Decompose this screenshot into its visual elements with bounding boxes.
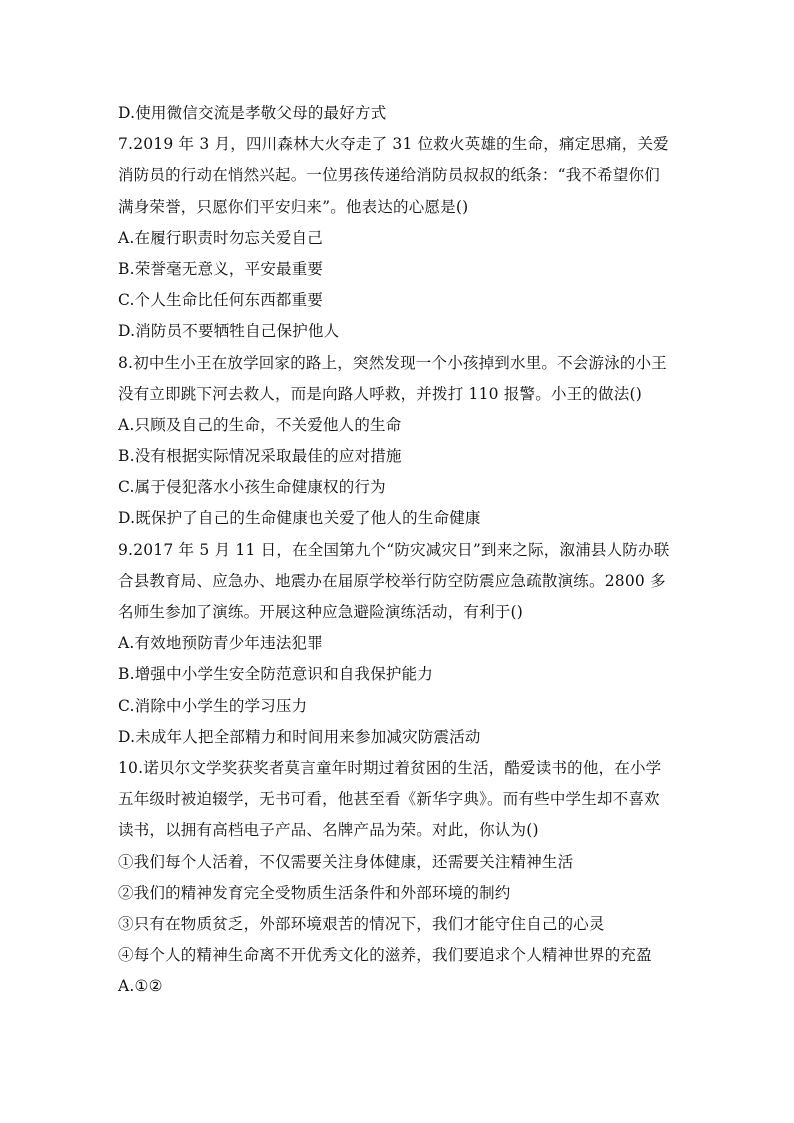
- option-a-q9: A.有效地预防青少年违法犯罪: [118, 634, 323, 653]
- option-c-q7: C.个人生命比任何东西都重要: [118, 291, 324, 310]
- document-body: [118, 98, 688, 1002]
- option-a-q7: A.在履行职责时勿忘关爱自己: [118, 228, 323, 247]
- option-d-q9: D.未成年人把全部精力和时间用来参加减灾防震活动: [118, 727, 481, 746]
- statement-3-q10: ③只有在物质贫乏，外部环境艰苦的情况下，我们才能守住自己的心灵: [118, 914, 605, 933]
- option-d-q8: D.既保护了自己的生命健康也关爱了他人的生命健康: [118, 509, 481, 528]
- question-8-line-1: 8.初中生小王在放学回家的路上，突然发现一个小孩掉到水里。不会游泳的小王: [118, 353, 667, 372]
- question-7-line-2: 消防员的行动在悄然兴起。一位男孩传递给消防员叔叔的纸条：“我不希望你们: [118, 166, 660, 185]
- option-c-q8: C.属于侵犯落水小孩生命健康权的行为: [118, 478, 386, 497]
- option-c-q9: C.消除中小学生的学习压力: [118, 696, 308, 715]
- statement-2-q10: ②我们的精神发育完全受物质生活条件和外部环境的制约: [118, 883, 511, 902]
- question-9-line-1: 9.2017 年 5 月 11 日，在全国第九个“防灾减灾日”到来之际，溆浦县人防办联: [118, 540, 670, 559]
- question-9-line-3: 名师生参加了演练。开展这种应急避险演练活动，有利于(): [118, 603, 523, 621]
- option-a-q8: A.只顾及自己的生命，不关爱他人的生命: [118, 415, 402, 434]
- question-10-line-3: 读书，以拥有高档电子产品、名牌产品为荣。对此，你认为(): [118, 821, 539, 840]
- question-7-line-1: 7.2019 年 3 月，四川森林大火夺走了 31 位救火英雄的生命，痛定思痛，关爱: [118, 135, 669, 154]
- question-9-line-2: 合县教育局、应急办、地震办在届原学校举行防空防震应急疏散演练。2800 多: [118, 571, 666, 590]
- option-d-q6: D.使用微信交流是孝敬父母的最好方式: [118, 104, 387, 122]
- question-8-line-2: 没有立即跳下河去救人，而是向路人呼救，并拨打 110 报警。小王的做法(): [118, 384, 642, 403]
- question-10-line-1: 10.诺贝尔文学奖获奖者莫言童年时期过着贫困的生活，酷爱读书的他，在小学: [118, 758, 662, 777]
- option-d-q7: D.消防员不要牺牲自己保护他人: [118, 322, 340, 341]
- question-10-line-2: 五年级时被迫辍学，无书可看，他甚至看《新华字典》。而有些中学生却不喜欢: [118, 790, 660, 809]
- statement-4-q10: ④每个人的精神生命离不开优秀文化的滋养，我们要追求个人精神世界的充盈: [118, 946, 652, 965]
- option-b-q9: B.增强中小学生安全防范意识和自我保护能力: [118, 665, 434, 684]
- option-b-q7: B.荣誉毫无意义，平安最重要: [118, 259, 324, 278]
- option-a-q10: A.①②: [118, 977, 163, 996]
- question-7-line-3: 满身荣誉，只愿你们平安归来”。他表达的心愿是(): [118, 197, 469, 216]
- statement-1-q10: ①我们每个人活着，不仅需要关注身体健康，还需要关注精神生活: [118, 852, 574, 871]
- option-b-q8: B.没有根据实际情况采取最佳的应对措施: [118, 447, 402, 466]
